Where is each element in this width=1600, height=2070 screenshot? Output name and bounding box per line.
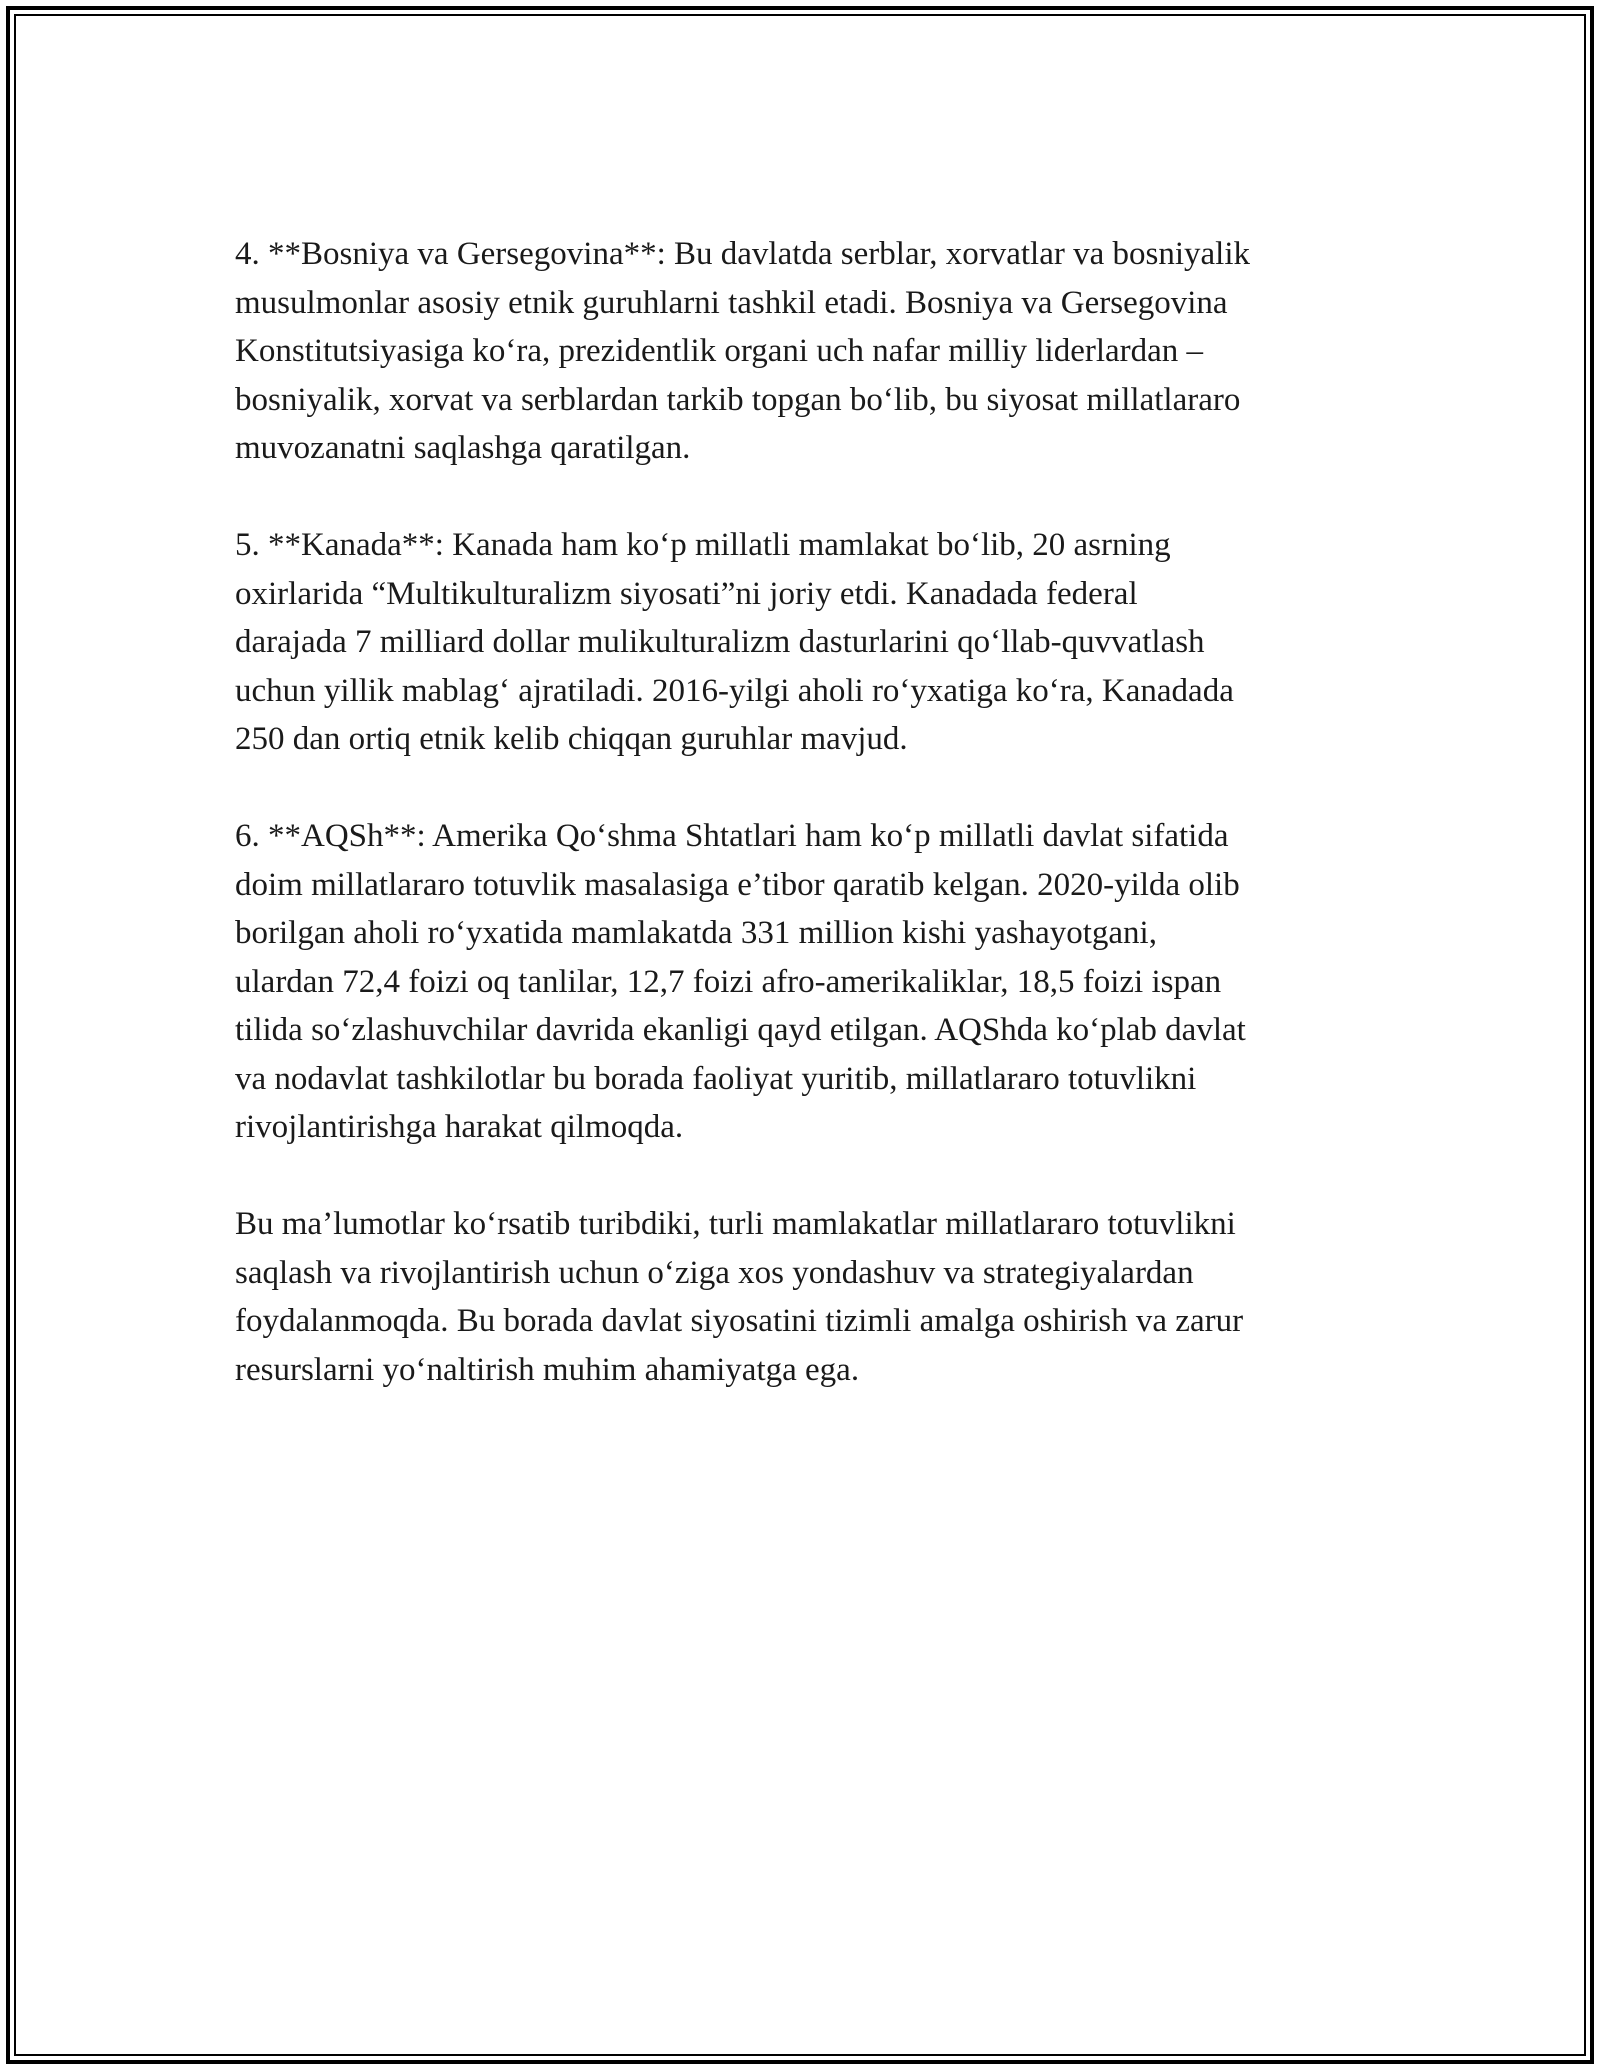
paragraph-canada: 5. **Kanada**: Kanada ham ko‘p millatli mamlakat bo‘lib, 20 asrning oxirlarida “Multikulturalizm siyosati”ni joriy etdi. Kanadada federal darajada 7 milliard dollar mulikulturalizm dasturlarini qo‘llab-quvvatlash uchun yillik mablag‘ ajratiladi. 2016-yilgi aholi ro‘yxatiga ko‘ra, Kanadada 250 dan ortiq etnik kelib chiqqan guruhlar mavjud. [235,527,1234,757]
document-body [235,230,1385,1394]
paragraph-usa: 6. **AQSh**: Amerika Qo‘shma Shtatlari ham ko‘p millatli davlat sifatida doim millatlararo totuvlik masalasiga e’tibor qaratib kelgan. 2020-yilda olib borilgan aholi ro‘yxatida mamlakatda 331 million kishi yashayotgani, ulardan 72,4 foizi oq tanlilar, 12,7 foizi afro-amerikaliklar, 18,5 foizi ispan tilida so‘zlashuvchilar davrida ekanligi qayd etilgan. AQShda ko‘plab davlat va nodavlat tashkilotlar bu borada faoliyat yuritib, millatlararo totuvlikni rivojlantirishga harakat qilmoqda. [235,818,1246,1145]
paragraph-conclusion: Bu ma’lumotlar ko‘rsatib turibdiki, turli mamlakatlar millatlararo totuvlikni saqlash va rivojlantirish uchun o‘ziga xos yondashuv va strategiyalardan foydalanmoqda. Bu borada davlat siyosatini tizimli amalga oshirish va zarur resurslarni yo‘naltirish muhim ahamiyatga ega. [235,1206,1244,1388]
paragraph-bosnia: 4. **Bosniya va Gersegovina**: Bu davlatda serblar, xorvatlar va bosniyalik musulmonlar asosiy etnik guruhlarni tashkil etadi. Bosniya va Gersegovina Konstitutsiyasiga ko‘ra, prezidentlik organi uch nafar milliy liderlardan – bosniyalik, xorvat va serblardan tarkib topgan bo‘lib, bu siyosat millatlararo muvozanatni saqlashga qaratilgan. [235,236,1251,466]
